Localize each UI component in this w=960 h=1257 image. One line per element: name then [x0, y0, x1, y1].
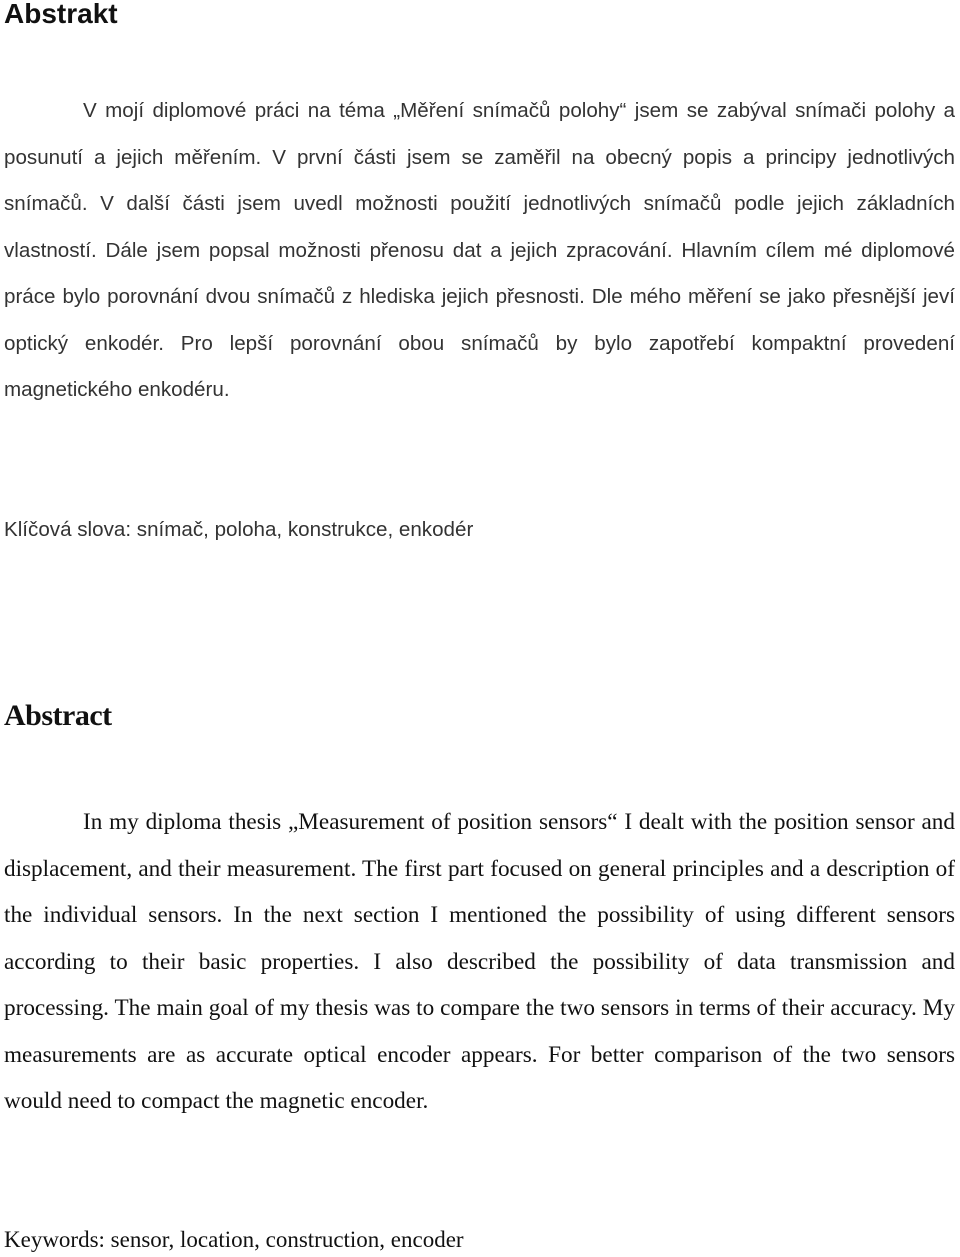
english-abstract-paragraph: In my diploma thesis „Measurement of position sensors“ I dealt with the position sensor and displacement, and their measurement. The first part focused on general principles and a description of the individual sensors. In the next section I mentioned the possibility of using different sensors according to their basic properties. I also described the possibility of data transmission and processing. The main goal of my thesis was to compare the two sensors in terms of their accuracy. My measurements are as accurate optical encoder appears. For better comparison of the two sensors would need to compact the magnetic encoder.: [4, 809, 955, 1114]
czech-abstract-paragraph: V mojí diplomové práci na téma „Měření snímačů polohy“ jsem se zabýval snímači polohy a posunutí a jejich měřením. V první části jsem se zaměřil na obecný popis a principy jednotlivých snímačů. V další části jsem uvedl možnosti použití jednotlivých snímačů podle jejich základních vlastností. Dále jsem popsal možnosti přenosu dat a jejich zpracování. Hlavním cílem mé diplomové práce bylo porovnání dvou snímačů z hlediska jejich přesnosti. Dle mého měření se jako přesnější jeví optický enkodér. Pro lepší porovnání obou snímačů by bylo zapotřebí kompaktní provedení magnetického enkodéru.: [4, 99, 955, 401]
english-keywords: Keywords: sensor, location, construction, encoder: [4, 1227, 464, 1252]
czech-keywords: Klíčová slova: snímač, poloha, konstrukce, enkodér: [4, 518, 474, 541]
czech-abstract-heading: Abstrakt: [4, 0, 118, 29]
english-abstract-heading: Abstract: [4, 699, 112, 732]
